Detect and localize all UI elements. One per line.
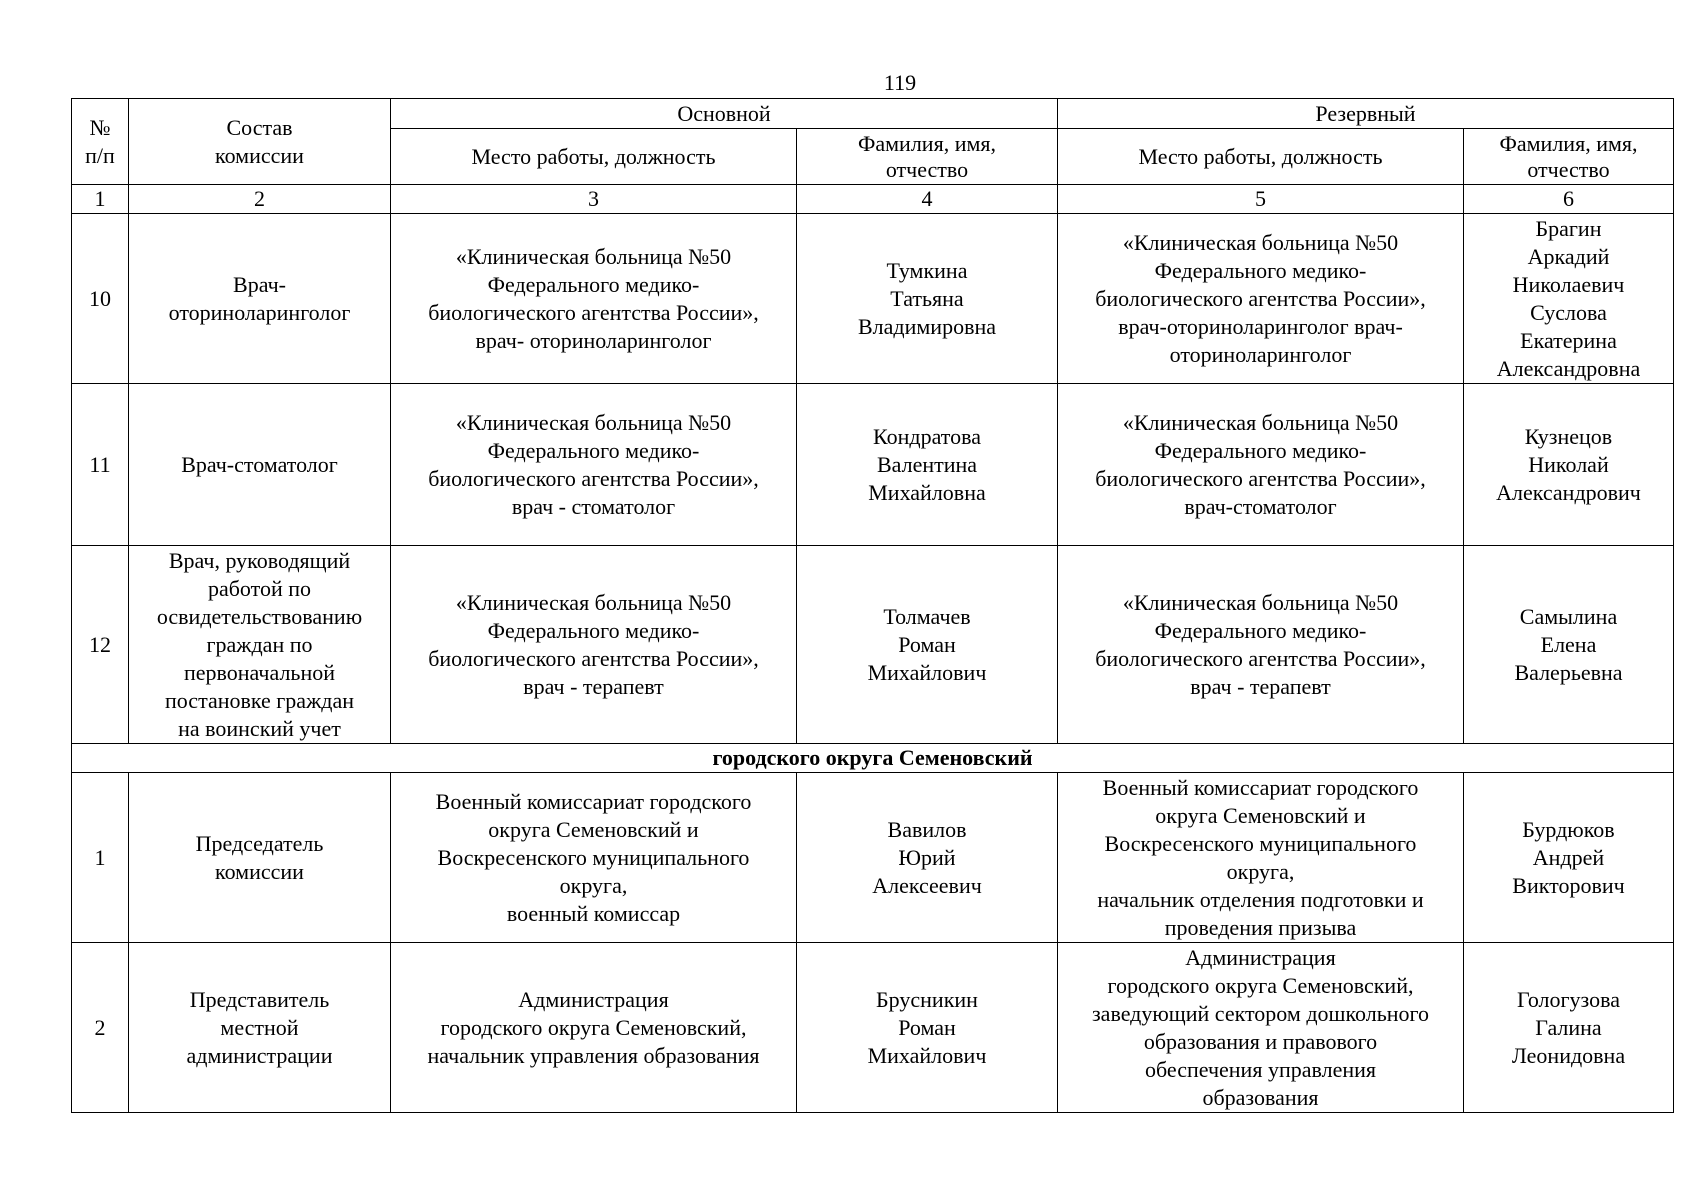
reserve-workplace: «Клиническая больница №50 Федерального медико- биологического агентства России», врач-стоматолог <box>1058 384 1464 546</box>
main-fio: Брусникин Роман Михайлович <box>797 943 1058 1113</box>
commission-role: Председатель комиссии <box>129 773 391 943</box>
reserve-fio: Самылина Елена Валерьевна <box>1464 546 1674 744</box>
main-fio: Толмачев Роман Михайлович <box>797 546 1058 744</box>
header-composition: Состав комиссии <box>129 99 391 185</box>
row-number: 11 <box>72 384 129 546</box>
row-number: 2 <box>72 943 129 1113</box>
header-reserve-fio: Фамилия, имя, отчество <box>1464 129 1674 185</box>
header-main-workplace: Место работы, должность <box>391 129 797 185</box>
page-number: 119 <box>883 70 917 95</box>
commission-role: Представитель местной администрации <box>129 943 391 1113</box>
reserve-fio: Бурдюков Андрей Викторович <box>1464 773 1674 943</box>
column-number: 3 <box>391 185 797 214</box>
table-row <box>72 943 1674 1113</box>
main-workplace: Администрация городского округа Семеновский, начальник управления образования <box>391 943 797 1113</box>
main-fio: Вавилов Юрий Алексеевич <box>797 773 1058 943</box>
reserve-workplace: Администрация городского округа Семеновский, заведующий сектором дошкольного образования и правового обеспечения управления образования <box>1058 943 1464 1113</box>
column-number: 5 <box>1058 185 1464 214</box>
column-number: 1 <box>72 185 129 214</box>
commission-table <box>71 98 1674 1113</box>
row-number: 12 <box>72 546 129 744</box>
table-row <box>72 546 1674 744</box>
main-fio: Кондратова Валентина Михайловна <box>797 384 1058 546</box>
row-number: 10 <box>72 214 129 384</box>
header-num: № п/п <box>72 99 129 185</box>
section-heading-row <box>72 744 1674 773</box>
commission-role: Врач- оториноларинголог <box>129 214 391 384</box>
column-number: 6 <box>1464 185 1674 214</box>
table-row <box>72 214 1674 384</box>
column-number: 2 <box>129 185 391 214</box>
main-fio: Тумкина Татьяна Владимировна <box>797 214 1058 384</box>
header-row-1 <box>72 99 1674 129</box>
table-row <box>72 384 1674 546</box>
section-title: городского округа Семеновский <box>72 744 1674 773</box>
header-reserve: Резервный <box>1058 99 1674 129</box>
reserve-fio: Брагин Аркадий Николаевич Суслова Екатерина Александровна <box>1464 214 1674 384</box>
reserve-fio: Гологузова Галина Леонидовна <box>1464 943 1674 1113</box>
header-main-fio: Фамилия, имя, отчество <box>797 129 1058 185</box>
commission-role: Врач-стоматолог <box>129 384 391 546</box>
main-workplace: «Клиническая больница №50 Федерального медико- биологического агентства России», врач - терапевт <box>391 546 797 744</box>
reserve-workplace: «Клиническая больница №50 Федерального медико- биологического агентства России», врач - терапевт <box>1058 546 1464 744</box>
header-main: Основной <box>391 99 1058 129</box>
reserve-workplace: Военный комиссариат городского округа Семеновский и Воскресенского муниципального округа, начальник отделения подготовки и проведения призыва <box>1058 773 1464 943</box>
row-number: 1 <box>72 773 129 943</box>
main-workplace: Военный комиссариат городского округа Семеновский и Воскресенского муниципального округа, военный комиссар <box>391 773 797 943</box>
header-reserve-workplace: Место работы, должность <box>1058 129 1464 185</box>
reserve-workplace: «Клиническая больница №50 Федерального медико- биологического агентства России», врач-оториноларинголог врач- оториноларинголог <box>1058 214 1464 384</box>
table-row <box>72 773 1674 943</box>
reserve-fio: Кузнецов Николай Александрович <box>1464 384 1674 546</box>
main-workplace: «Клиническая больница №50 Федерального медико- биологического агентства России», врач- оториноларинголог <box>391 214 797 384</box>
column-number-row <box>72 185 1674 214</box>
main-workplace: «Клиническая больница №50 Федерального медико- биологического агентства России», врач - стоматолог <box>391 384 797 546</box>
commission-role: Врач, руководящий работой по освидетельствованию граждан по первоначальной постановке граждан на воинский учет <box>129 546 391 744</box>
column-number: 4 <box>797 185 1058 214</box>
